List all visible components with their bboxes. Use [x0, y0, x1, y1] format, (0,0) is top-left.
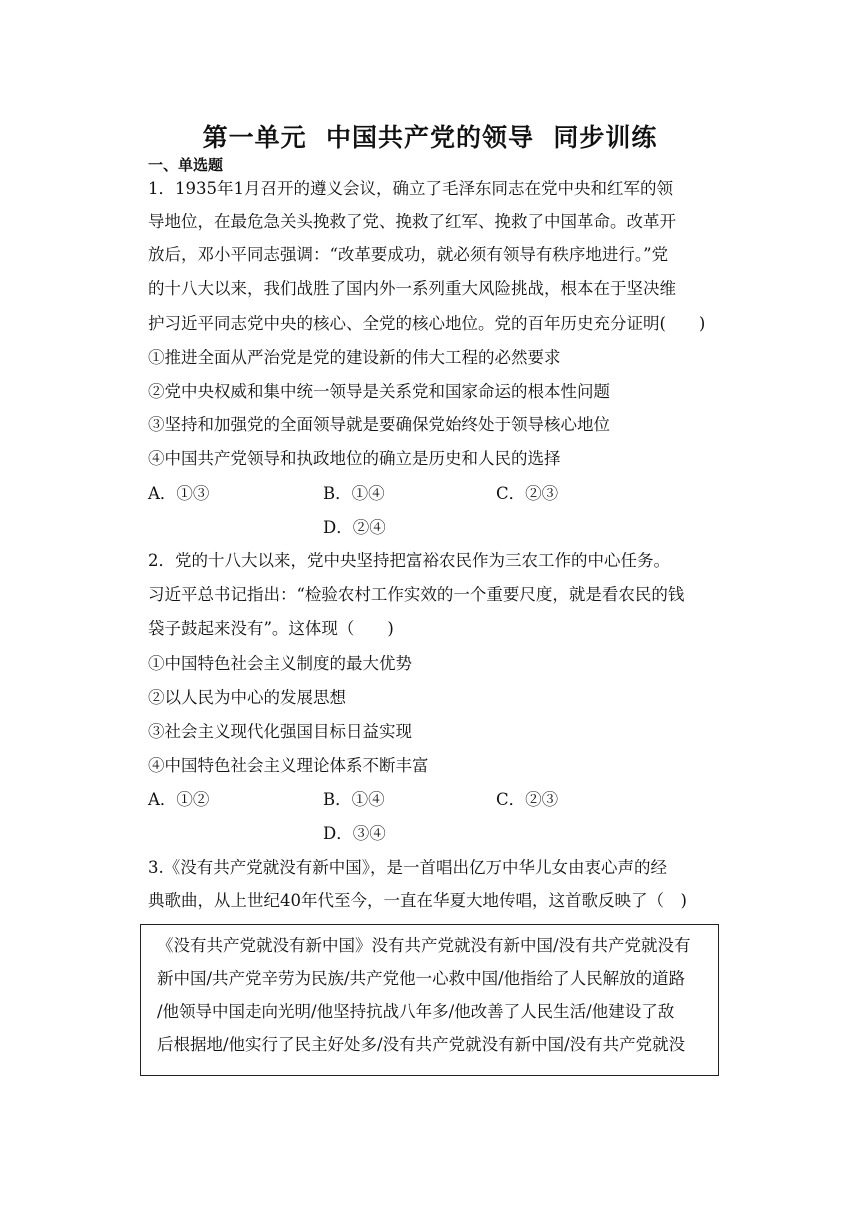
- lyrics-line: 后根据地/他实行了民主好处多/没有共产党就没有新中国/没有共产党就没: [157, 1035, 686, 1054]
- question-2-text-line: 2．党的十八大以来，党中央坚持把富裕农民作为三农工作的中心任务。: [148, 551, 670, 570]
- question-1-statement: ③坚持和加强党的全面领导就是要确保党始终处于领导核心地位: [148, 415, 610, 434]
- question-1-text-line: 放后，邓小平同志强调：“改革要成功，就必须有领导有秩序地进行。”党: [148, 245, 669, 264]
- question-1-statement: ①推进全面从严治党是党的建设新的伟大工程的必然要求: [148, 348, 561, 367]
- question-2-option-b[interactable]: B．①④: [323, 790, 385, 809]
- question-1-option-b[interactable]: B．①④: [323, 484, 385, 503]
- question-2-statement: ③社会主义现代化强国目标日益实现: [148, 722, 412, 741]
- question-2-statement: ④中国特色社会主义理论体系不断丰富: [148, 756, 429, 775]
- question-2-option-d[interactable]: D．③④: [323, 824, 386, 843]
- question-1-option-a[interactable]: A．①③: [148, 484, 210, 503]
- question-1-statement: ②党中央权威和集中统一领导是关系党和国家命运的根本性问题: [148, 382, 610, 401]
- question-1-text-line: 导地位，在最危急关头挽救了党、挽救了红军、挽救了中国革命。改革开: [148, 212, 676, 231]
- question-1-text-line: 的十八大以来，我们战胜了国内外一系列重大风险挑战，根本在于坚决维: [148, 279, 676, 298]
- question-2-option-a[interactable]: A．①②: [148, 790, 210, 809]
- lyrics-line: 新中国/共产党辛劳为民族/共产党他一心救中国/他指给了人民解放的道路: [157, 969, 686, 988]
- question-2-statement: ①中国特色社会主义制度的最大优势: [148, 654, 412, 673]
- question-2-option-c[interactable]: C．②③: [496, 790, 559, 809]
- question-1-statement: ④中国共产党领导和执政地位的确立是历史和人民的选择: [148, 449, 561, 468]
- question-2-text-line: 袋子鼓起来没有”。这体现（ ): [148, 619, 394, 638]
- question-1-option-c[interactable]: C．②③: [496, 484, 559, 503]
- question-1-text-line: 1．1935年1月召开的遵义会议，确立了毛泽东同志在党中央和红军的领: [148, 179, 673, 198]
- section-heading: 一、单选题: [148, 156, 224, 174]
- question-2-statement: ②以人民为中心的发展思想: [148, 688, 346, 707]
- song-lyrics-box: [140, 924, 719, 1076]
- question-3-text-line: 3.《没有共产党就没有新中国》，是一首唱出亿万中华儿女由衷心声的经: [148, 858, 667, 877]
- lyrics-line: 《没有共产党就没有新中国》没有共产党就没有新中国/没有共产党就没有: [157, 936, 691, 955]
- question-2-text-line: 习近平总书记指出：“检验农村工作实效的一个重要尺度，就是看农民的钱: [148, 585, 685, 604]
- question-1-option-d[interactable]: D．②④: [323, 518, 386, 537]
- question-1-text-line: 护习近平同志党中央的核心、全党的核心地位。党的百年历史充分证明( ): [148, 314, 706, 333]
- lyrics-line: /他领导中国走向光明/他坚持抗战八年多/他改善了人民生活/他建设了敌: [157, 1002, 675, 1021]
- question-3-text-line: 典歌曲，从上世纪40年代至今，一直在华夏大地传唱，这首歌反映了（ ): [148, 891, 687, 910]
- page-title: 第一单元 中国共产党的领导 同步训练: [202, 123, 658, 152]
